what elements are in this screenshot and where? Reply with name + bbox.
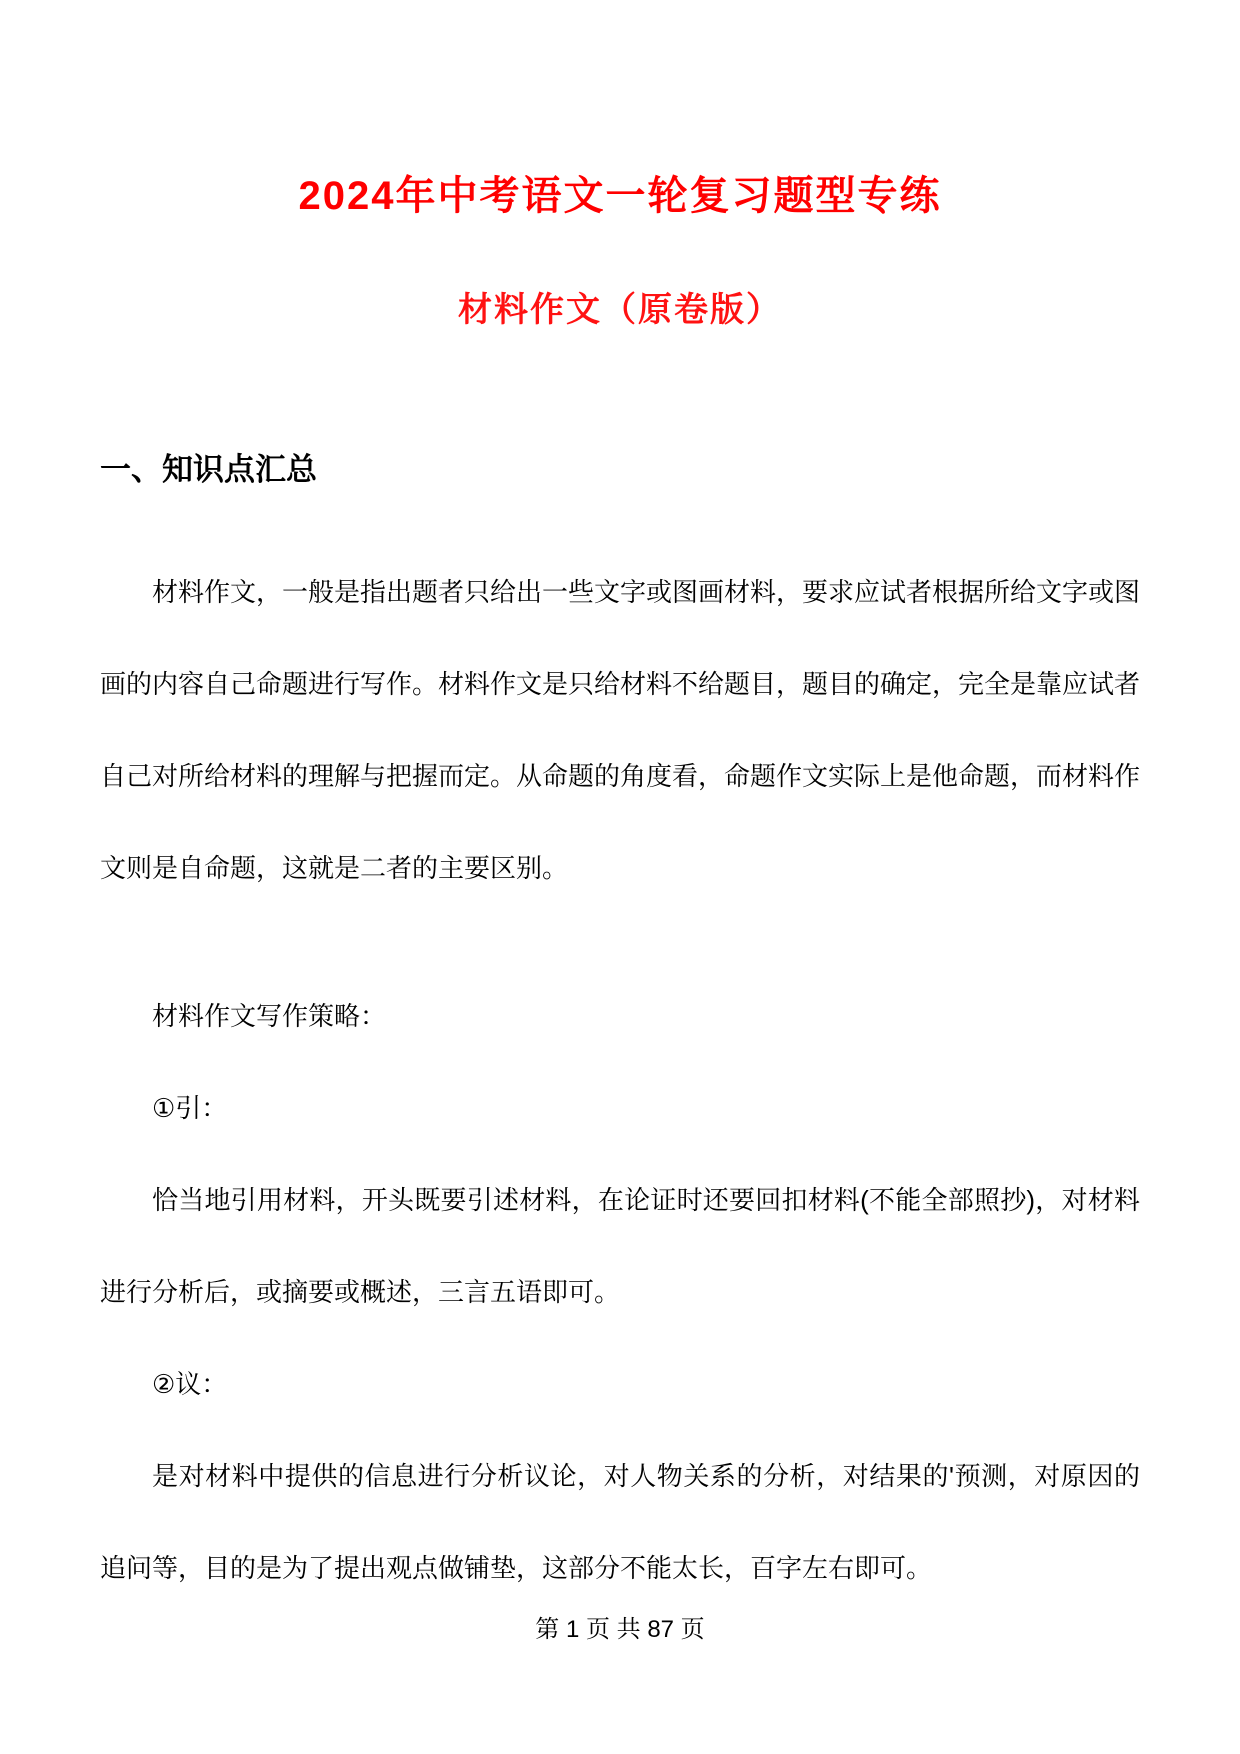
paragraph-writing-strategy-label: 材料作文写作策略： — [152, 1001, 387, 1031]
page-number-footer: 第 1 页 共 87 页 — [535, 1616, 705, 1643]
page-title: 2024年中考语文一轮复习题型专练 — [298, 174, 942, 218]
paragraph-material-essay-definition: 材料作文，一般是指出题者只给出一些文字或图画材料，要求应试者根据所给文字或图画的内容自己命题进行写作。材料作文是只给材料不给题目，题目的确定，完全是靠应试者自己对所给材料的理解与把握而定。从命题的角度看，命题作文实际上是他命题，而材料作文则是自命题，这就是二者的主要区别。 — [100, 577, 1141, 883]
paragraph-step1-yin-label: ①引： — [152, 1093, 228, 1123]
section-heading-knowledge-points: 一、知识点汇总 — [100, 452, 317, 487]
paragraph-step2-yi-detail: 是对材料中提供的信息进行分析议论，对人物关系的分析，对结果的'预测，对原因的追问等，目的是为了提出观点做铺垫，这部分不能太长，百字左右即可。 — [100, 1461, 1140, 1583]
paragraph-step2-yi-label: ②议： — [152, 1369, 228, 1399]
page-subtitle: 材料作文（原卷版） — [458, 291, 782, 329]
paragraph-step1-yin-detail: 恰当地引用材料，开头既要引述材料，在论证时还要回扣材料(不能全部照抄)，对材料进行分析后，或摘要或概述，三言五语即可。 — [100, 1185, 1140, 1307]
